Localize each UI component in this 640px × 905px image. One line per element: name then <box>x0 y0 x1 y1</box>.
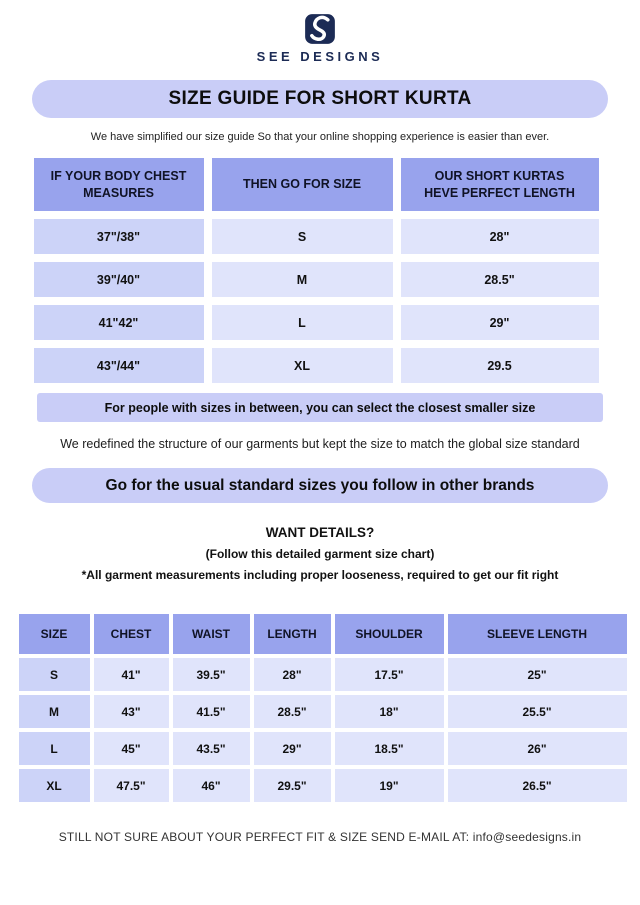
column-header-perfect-length: OUR SHORT KURTAS HEVE PERFECT LENGTH <box>401 158 599 211</box>
see-designs-logo-icon <box>0 12 640 46</box>
details-heading: WANT DETAILS? <box>265 525 375 540</box>
table-cell: 41.5" <box>173 695 250 728</box>
table-cell: 43.5" <box>173 732 250 765</box>
table-cell: 19" <box>335 769 444 802</box>
details-subheading: (Follow this detailed garment size chart) <box>205 547 435 561</box>
redefined-note: We redefined the structure of our garments but kept the size to match the global size standard <box>60 437 580 451</box>
page-title-banner <box>32 80 608 118</box>
table-cell: 28" <box>254 658 331 691</box>
column-header-chest-measures: IF YOUR BODY CHEST MEASURES <box>34 158 204 211</box>
table-cell: 28.5" <box>401 262 599 297</box>
garment-measurements-table <box>19 614 622 802</box>
column-header-go-for-size: THEN GO FOR SIZE <box>212 158 393 211</box>
table-cell: 39.5" <box>173 658 250 691</box>
table-cell: 29" <box>254 732 331 765</box>
table-cell: 18" <box>335 695 444 728</box>
table-cell: L <box>212 305 393 340</box>
table-cell: M <box>212 262 393 297</box>
between-sizes-banner <box>37 393 603 422</box>
details-note: *All garment measurements including proper looseness, required to get our fit right <box>81 568 559 582</box>
table-cell: 26" <box>448 732 627 765</box>
table-cell: 28" <box>401 219 599 254</box>
standard-sizes-text: Go for the usual standard sizes you follow in other brands <box>105 476 535 494</box>
brand-header <box>0 0 640 64</box>
standard-sizes-banner <box>32 468 608 503</box>
table-cell: 45" <box>94 732 169 765</box>
table-cell: 29" <box>401 305 599 340</box>
table-cell: 46" <box>173 769 250 802</box>
details-section <box>0 525 640 582</box>
column-header-shoulder: SHOULDER <box>335 614 444 654</box>
table-cell: 28.5" <box>254 695 331 728</box>
table-cell: 37"/38" <box>34 219 204 254</box>
table-cell: 43" <box>94 695 169 728</box>
table-cell: 41" <box>94 658 169 691</box>
table-cell: 29.5 <box>401 348 599 383</box>
table-cell: 41"42" <box>34 305 204 340</box>
contact-footer: STILL NOT SURE ABOUT YOUR PERFECT FIT & SIZE SEND E-MAIL AT: info@seedesigns.in <box>58 830 582 844</box>
table-cell: 25.5" <box>448 695 627 728</box>
table-cell: XL <box>19 769 90 802</box>
table-cell: 47.5" <box>94 769 169 802</box>
page-title: SIZE GUIDE FOR SHORT KURTA <box>168 88 472 109</box>
column-header-waist: WAIST <box>173 614 250 654</box>
column-header-length: LENGTH <box>254 614 331 654</box>
size-selection-table <box>34 158 607 383</box>
column-header-chest: CHEST <box>94 614 169 654</box>
table-cell: 39"/40" <box>34 262 204 297</box>
table-cell: S <box>212 219 393 254</box>
table-cell: 25" <box>448 658 627 691</box>
subtitle-text: We have simplified our size guide So that your online shopping experience is easier than ever. <box>90 131 550 143</box>
brand-name: SEE DESIGNS <box>256 49 384 64</box>
table-cell: 43"/44" <box>34 348 204 383</box>
column-header-size: SIZE <box>19 614 90 654</box>
table-cell: XL <box>212 348 393 383</box>
table-cell: L <box>19 732 90 765</box>
table-cell: M <box>19 695 90 728</box>
table-cell: 29.5" <box>254 769 331 802</box>
table-cell: 17.5" <box>335 658 444 691</box>
table-cell: 26.5" <box>448 769 627 802</box>
table-cell: 18.5" <box>335 732 444 765</box>
column-header-sleeve-length: SLEEVE LENGTH <box>448 614 627 654</box>
table-cell: S <box>19 658 90 691</box>
between-sizes-note: For people with sizes in between, you can select the closest smaller size <box>104 400 536 415</box>
